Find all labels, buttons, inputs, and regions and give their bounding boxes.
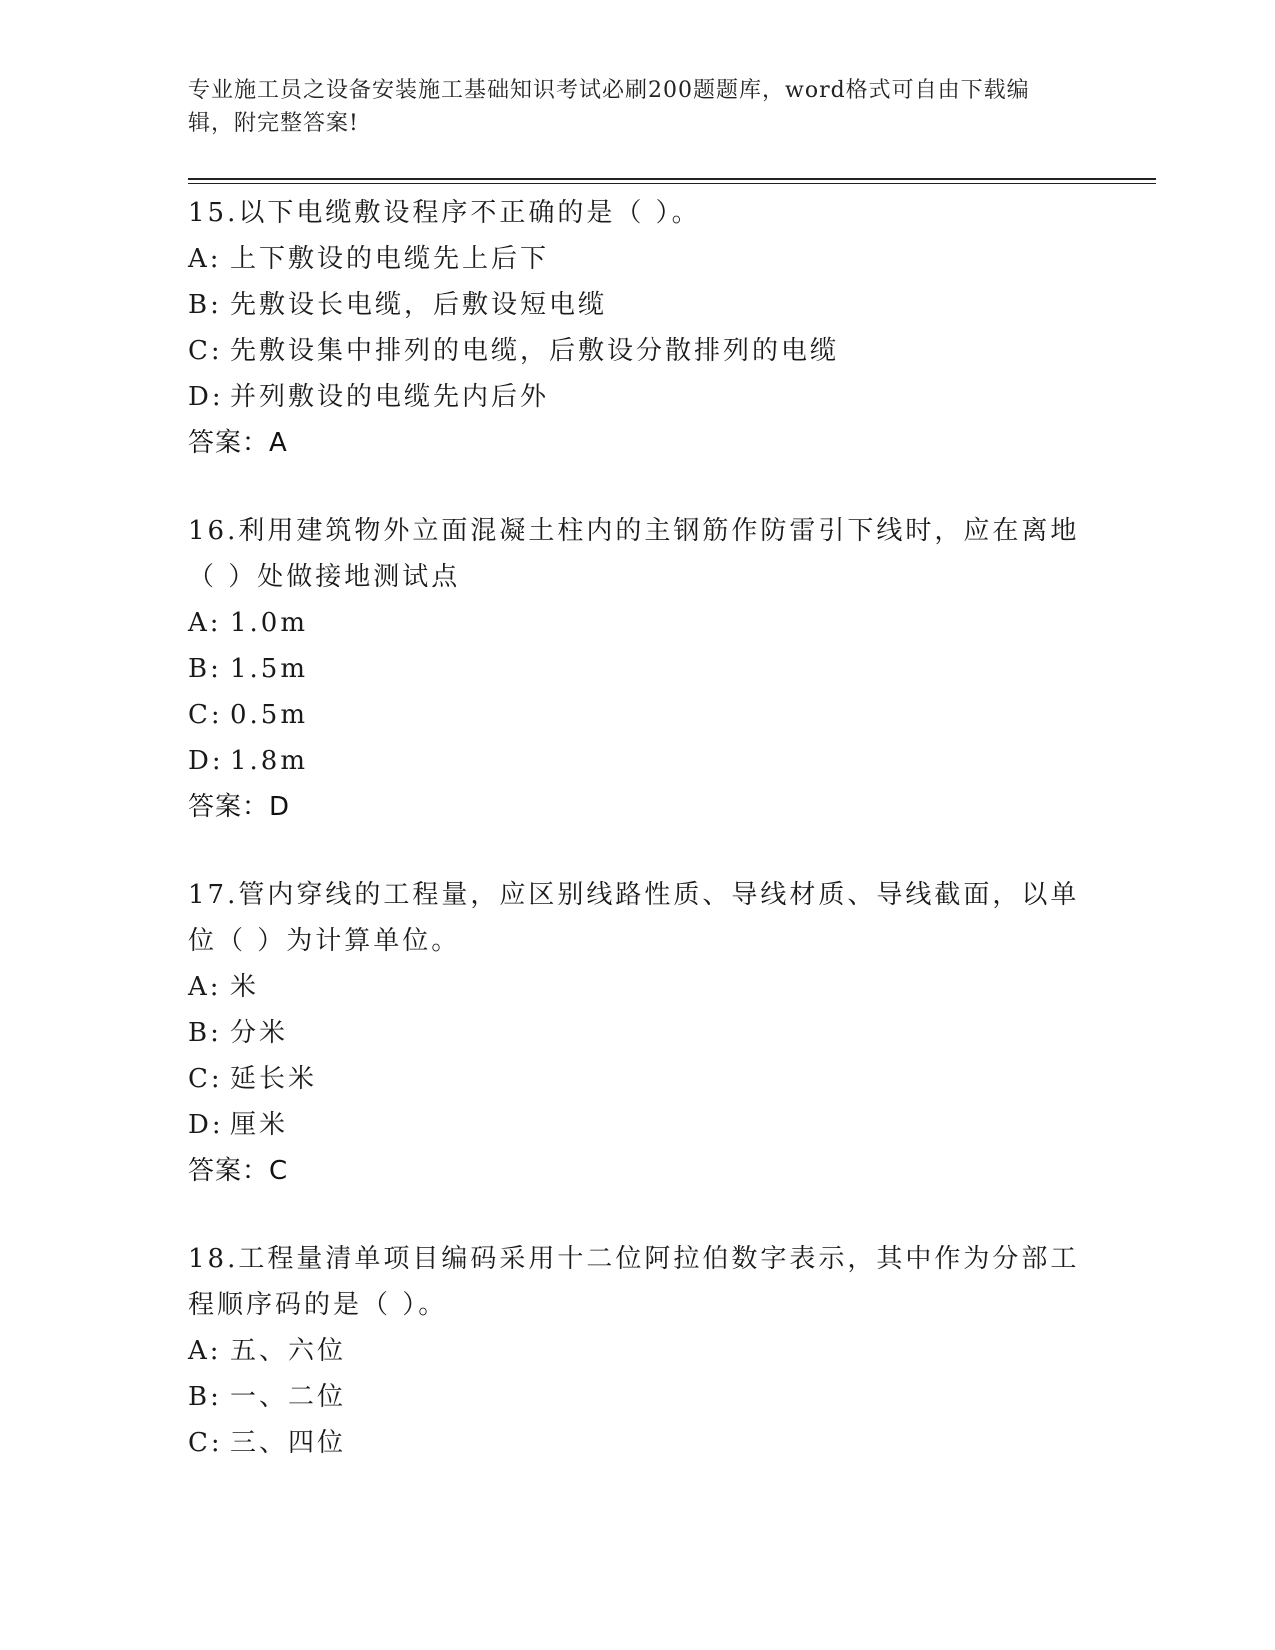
option-letter: D: xyxy=(188,1110,224,1140)
option-b xyxy=(188,1010,1088,1056)
question-17 xyxy=(188,872,1088,1194)
question-list xyxy=(188,190,1088,1508)
question-text: 15.以下电缆敷设程序不正确的是（ ）。 xyxy=(188,198,701,228)
option-c xyxy=(188,328,1088,374)
question-text: 17.管内穿线的工程量，应区别线路性质、导线材质、导线截面，以单位（ ）为计算单位。 xyxy=(188,880,1080,956)
option-text: 三、四位 xyxy=(230,1428,347,1458)
option-text: 1.5m xyxy=(230,654,309,684)
option-b xyxy=(188,1374,1088,1420)
option-text: 米 xyxy=(230,972,260,1002)
header-rule-thin xyxy=(188,183,1156,184)
option-letter: C: xyxy=(188,336,223,366)
option-letter: B: xyxy=(188,1018,222,1048)
option-d xyxy=(188,738,1088,784)
option-text: 并列敷设的电缆先内后外 xyxy=(230,382,550,412)
option-text: 先敷设长电缆，后敷设短电缆 xyxy=(230,290,608,320)
option-letter: B: xyxy=(188,1382,222,1412)
option-a xyxy=(188,964,1088,1010)
option-letter: A: xyxy=(188,972,222,1002)
option-text: 厘米 xyxy=(230,1110,289,1140)
option-b xyxy=(188,282,1088,328)
option-d xyxy=(188,374,1088,420)
answer-line: 答案：D xyxy=(188,792,291,822)
option-text: 分米 xyxy=(230,1018,289,1048)
option-text: 五、六位 xyxy=(230,1336,347,1366)
option-letter: A: xyxy=(188,608,222,638)
question-18 xyxy=(188,1236,1088,1466)
question-text: 16.利用建筑物外立面混凝土柱内的主钢筋作防雷引下线时，应在离地（ ）处做接地测试点 xyxy=(188,516,1080,592)
header-rule-thick xyxy=(188,178,1156,180)
option-a xyxy=(188,1328,1088,1374)
option-letter: C: xyxy=(188,1064,223,1094)
option-c xyxy=(188,692,1088,738)
answer-line: 答案：C xyxy=(188,1156,289,1186)
option-text: 一、二位 xyxy=(230,1382,347,1412)
option-letter: B: xyxy=(188,654,222,684)
option-letter: C: xyxy=(188,700,223,730)
question-15 xyxy=(188,190,1088,466)
option-letter: A: xyxy=(188,1336,222,1366)
option-letter: C: xyxy=(188,1428,223,1458)
option-letter: D: xyxy=(188,382,224,412)
option-letter: D: xyxy=(188,746,224,776)
option-letter: B: xyxy=(188,290,222,320)
option-b xyxy=(188,646,1088,692)
option-a xyxy=(188,236,1088,282)
option-text: 1.8m xyxy=(230,746,309,776)
question-16 xyxy=(188,508,1088,830)
document-header: 专业施工员之设备安装施工基础知识考试必刷200题题库，word格式可自由下载编辑，附完整答案! xyxy=(188,78,1030,136)
answer-line: 答案：A xyxy=(188,428,288,458)
option-text: 先敷设集中排列的电缆，后敷设分散排列的电缆 xyxy=(230,336,840,366)
option-a xyxy=(188,600,1088,646)
option-text: 延长米 xyxy=(230,1064,318,1094)
option-c xyxy=(188,1420,1088,1466)
option-letter: A: xyxy=(188,244,222,274)
option-text: 上下敷设的电缆先上后下 xyxy=(230,244,550,274)
option-c xyxy=(188,1056,1088,1102)
option-d xyxy=(188,1102,1088,1148)
option-text: 1.0m xyxy=(230,608,309,638)
question-text: 18.工程量清单项目编码采用十二位阿拉伯数字表示，其中作为分部工程顺序码的是（ ）。 xyxy=(188,1244,1080,1320)
option-text: 0.5m xyxy=(230,700,309,730)
